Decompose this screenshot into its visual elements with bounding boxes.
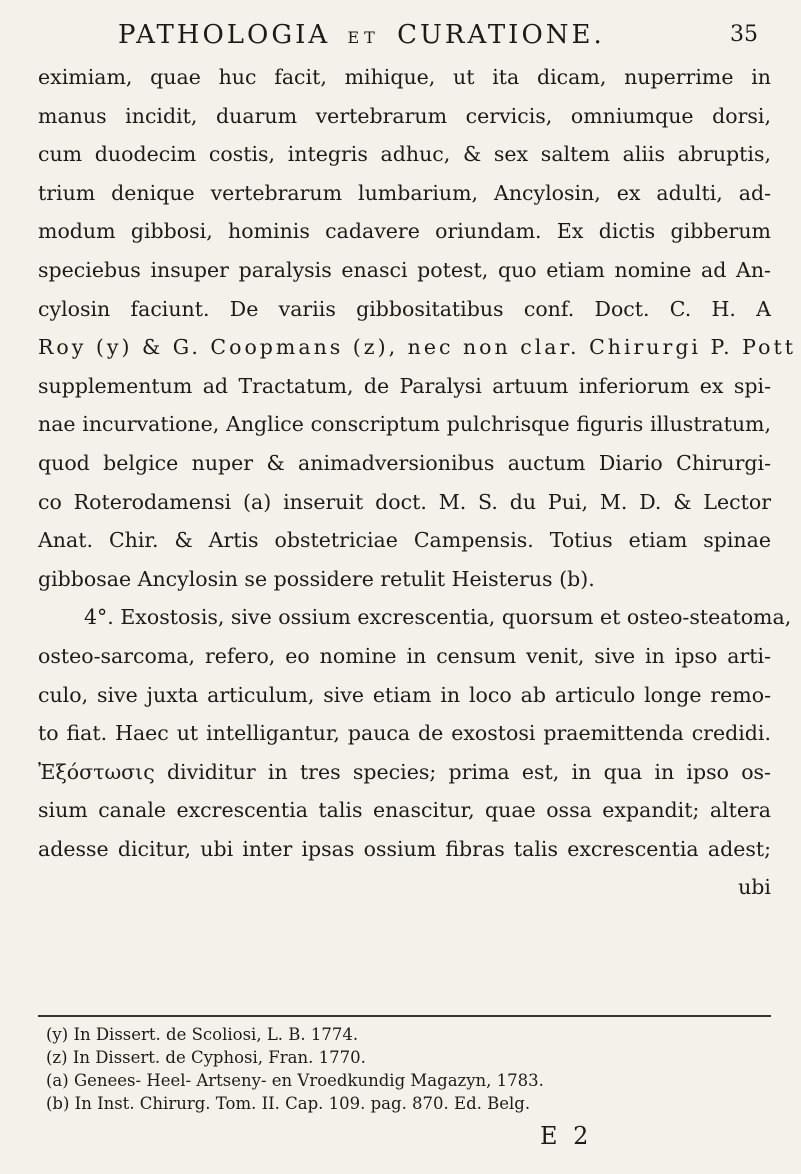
- text-line: sium canale excrescentia talis enascitur, quae ossa expandit; altera: [38, 798, 771, 823]
- text-line: Anat. Chir. & Artis obstetriciae Campensis. Totius etiam spinae: [38, 528, 771, 553]
- text-line: cylosin faciunt. De variis gibbositatibus conf. Doct. C. H. A: [38, 296, 771, 321]
- footnote: (z) In Dissert. de Cyphosi, Fran. 1770.: [46, 1048, 366, 1067]
- footnote: (b) In Inst. Chirurg. Tom. II. Cap. 109. pag. 870. Ed. Belg.: [46, 1094, 531, 1113]
- text-line: nae incurvatione, Anglice conscriptum pulchrisque figuris illustratum,: [38, 412, 771, 437]
- header-title-part3: CURATIONE.: [397, 20, 605, 50]
- text-line: adesse dicitur, ubi inter ipsas ossium fibras talis excrescentia adest;: [38, 836, 771, 861]
- text-line: manus incidit, duarum vertebrarum cervicis, omniumque dorsi,: [38, 103, 771, 128]
- text-line: Roy (y) & G. Coopmans (z), nec non clar. Chirurgi P. Pott: [38, 335, 796, 360]
- text-line: eximiam, quae huc facit, mihique, ut ita dicam, nuperrime in: [38, 65, 771, 89]
- catchword: ubi: [738, 875, 771, 900]
- text-line: quod belgice nuper & animadversionibus auctum Diario Chirurgi-: [38, 450, 771, 475]
- text-line: co Roterodamensi (a) inseruit doct. M. S. du Pui, M. D. & Lector: [38, 489, 771, 514]
- footnote: (y) In Dissert. de Scoliosi, L. B. 1774.: [46, 1025, 359, 1044]
- text-line: to fiat. Haec ut intelligantur, pauca de exostosi praemittenda credidi.: [38, 721, 771, 746]
- signature-mark: E 2: [540, 1122, 593, 1150]
- text-line: Ἐξόστωσις dividitur in tres species; prima est, in qua in ipso os-: [38, 759, 771, 784]
- header-title-part1: PATHOLOGIA: [118, 20, 331, 50]
- header-title-part2: ET: [347, 28, 380, 47]
- text-line: modum gibbosi, hominis cadavere oriundam. Ex dictis gibberum: [38, 219, 771, 244]
- running-header: [118, 20, 758, 50]
- text-line: trium denique vertebrarum lumbarium, Ancylosin, ex adulti, ad-: [38, 180, 771, 205]
- text-line: cum duodecim costis, integris adhuc, & sex saltem aliis abruptis,: [38, 142, 771, 167]
- text-line: speciebus insuper paralysis enasci potest, quo etiam nomine ad An-: [38, 257, 771, 282]
- text-line: osteo-sarcoma, refero, eo nomine in censum venit, sive in ipso arti-: [38, 643, 771, 668]
- text-line: 4°. Exostosis, sive ossium excrescentia, quorsum et osteo-steatoma,: [84, 605, 792, 630]
- footnotes: [46, 1023, 771, 1115]
- text-line: supplementum ad Tractatum, de Paralysi artuum inferiorum ex spi-: [38, 373, 771, 398]
- page-number: 35: [730, 22, 758, 47]
- text-line: gibbosae Ancylosin se possidere retulit Heisterus (b).: [38, 566, 595, 591]
- footnote-rule: [38, 1015, 771, 1017]
- footnote: (a) Genees- Heel- Artseny- en Vroedkundig Magazyn, 1783.: [46, 1071, 544, 1090]
- text-line: culo, sive juxta articulum, sive etiam in loco ab articulo longe remo-: [38, 682, 771, 707]
- main-text: [38, 58, 796, 907]
